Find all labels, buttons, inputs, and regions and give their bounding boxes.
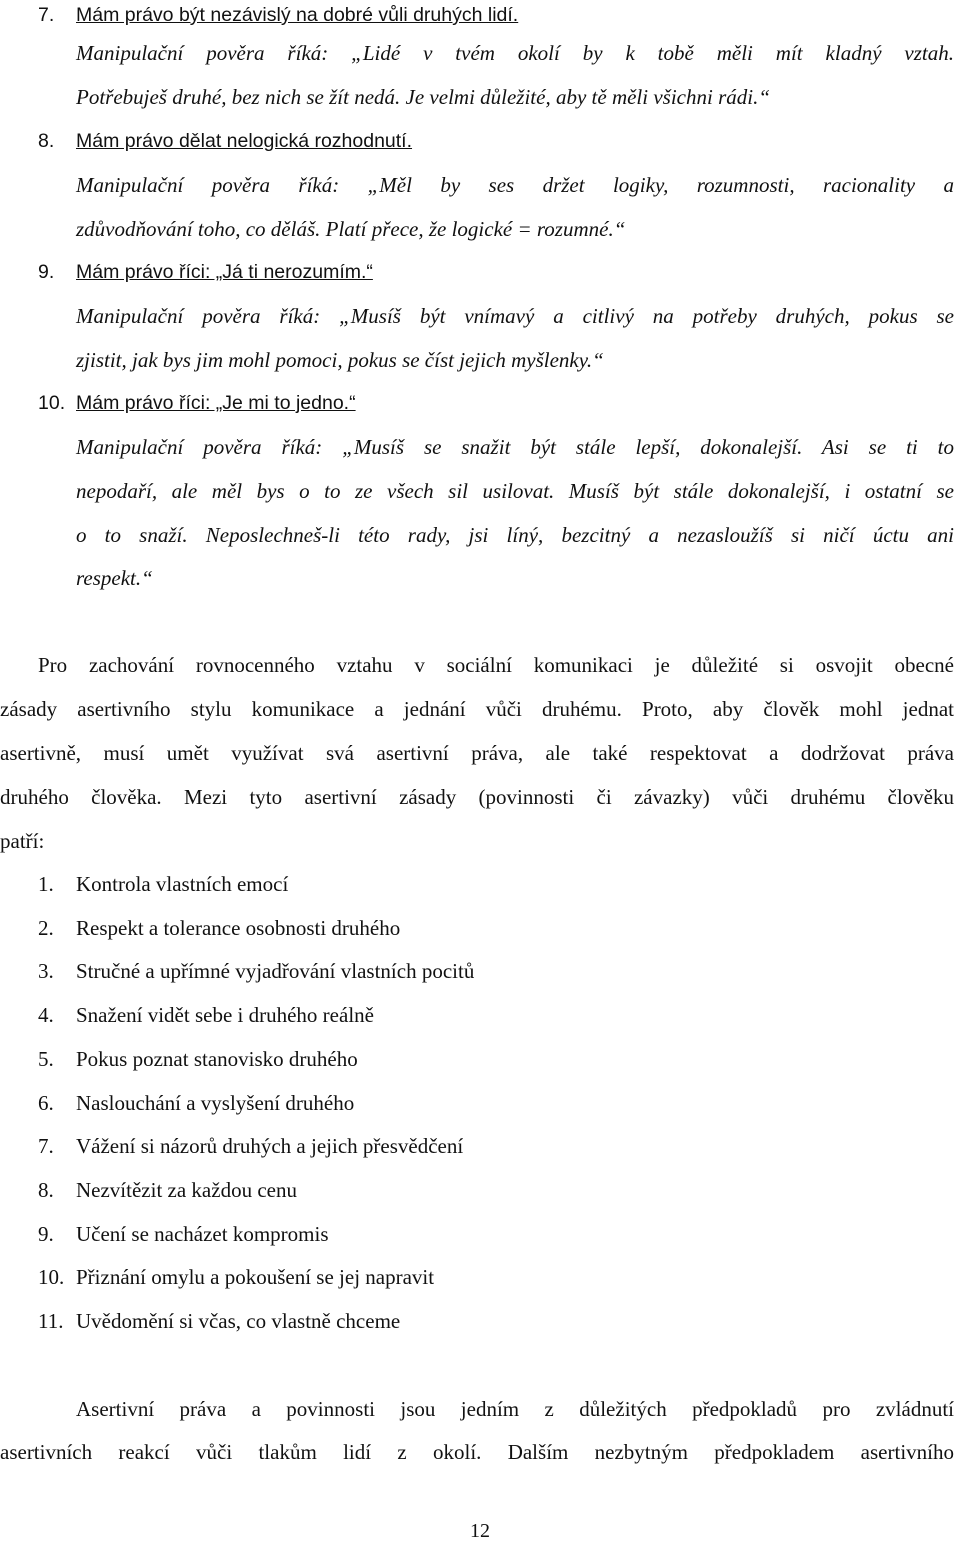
right-description-line: Manipulační pověra říká: „Lidé v tvém okolí by k tobě měli mít kladný vztah. [76,41,954,65]
list-item: Stručné a upřímné vyjadřování vlastních pocitů [76,959,475,983]
paragraph-line: asertivně, musí umět využívat svá asertivní práva, ale také respektovat a dodržovat práva [0,741,954,765]
list-item: Přiznání omylu a pokoušení se jej napravit [76,1265,435,1289]
right-description-line: zdůvodňování toho, co děláš. Platí přece, že logické = rozumné.“ [76,217,626,241]
paragraph-line: druhého člověka. Mezi tyto asertivní zásady (povinnosti či závazky) vůči druhému člověku [0,785,954,809]
list-item: Naslouchání a vyslyšení druhého [76,1091,355,1115]
paragraph-line: zásady asertivního stylu komunikace a jednání vůči druhému. Proto, aby člověk mohl jednat [0,697,954,721]
list-item-number: 2. [38,916,54,940]
page-number: 12 [470,1520,490,1542]
list-item-number: 10. [38,1265,65,1289]
list-item-number: 11. [38,1309,64,1333]
right-number: 10. [38,392,66,414]
right-description-line: Manipulační pověra říká: „Musíš se snažit být stále lepší, dokonalejší. Asi se ti to [76,435,954,459]
paragraph-line: asertivních reakcí vůči tlakům lidí z okolí. Dalším nezbytným předpokladem asertivního [0,1440,954,1464]
right-description-line: respekt.“ [76,566,153,590]
right-description-line: Potřebuješ druhé, bez nich se žít nedá. Je velmi důležité, aby tě měli všichni rádi.“ [76,85,771,109]
list-item: Vážení si názorů druhých a jejich přesvědčení [76,1134,464,1158]
paragraph-line: patří: [0,829,45,853]
list-item: Snažení vidět sebe i druhého reálně [76,1003,374,1027]
right-description-line: Manipulační pověra říká: „Měl by ses držet logiky, rozumnosti, racionality a [76,173,954,197]
list-item-number: 1. [38,872,54,896]
list-item: Kontrola vlastních emocí [76,872,289,896]
right-title: Mám právo říci: „Já ti nerozumím.“ [76,261,373,283]
list-item-number: 4. [38,1003,54,1027]
list-item: Uvědomění si včas, co vlastně chceme [76,1309,401,1333]
list-item-number: 5. [38,1047,54,1071]
right-description-line: nepodaří, ale měl bys o to ze všech sil usilovat. Musíš být stále dokonalejší, i ostatní se [76,479,954,503]
right-description-line: Manipulační pověra říká: „Musíš být vnímavý a citlivý na potřeby druhých, pokus se [76,304,954,328]
list-item-number: 6. [38,1091,54,1115]
list-item: Respekt a tolerance osobnosti druhého [76,916,401,940]
right-number: 7. [38,4,55,26]
list-item-number: 7. [38,1134,54,1158]
right-title: Mám právo dělat nelogická rozhodnutí. [76,130,413,152]
right-title: Mám právo být nezávislý na dobré vůli druhých lidí. [76,4,519,26]
right-title: Mám právo říci: „Je mi to jedno.“ [76,392,356,414]
list-item-number: 9. [38,1222,54,1246]
list-item: Nezvítězit za každou cenu [76,1178,297,1202]
right-description-line: o to snaží. Neposlechneš-li této rady, jsi líný, bezcitný a nezasloužíš si ničí úctu ani [76,523,954,547]
list-item: Učení se nacházet kompromis [76,1222,329,1246]
paragraph-line: Pro zachování rovnocenného vztahu v sociální komunikaci je důležité si osvojit obecné [38,653,954,677]
list-item-number: 8. [38,1178,54,1202]
right-description-line: zjistit, jak bys jim mohl pomoci, pokus se číst jejich myšlenky.“ [76,348,604,372]
list-item: Pokus poznat stanovisko druhého [76,1047,358,1071]
right-number: 9. [38,261,55,283]
paragraph-line: Asertivní práva a povinnosti jsou jedním z důležitých předpokladů pro zvládnutí [76,1397,954,1421]
list-item-number: 3. [38,959,54,983]
right-number: 8. [38,130,55,152]
